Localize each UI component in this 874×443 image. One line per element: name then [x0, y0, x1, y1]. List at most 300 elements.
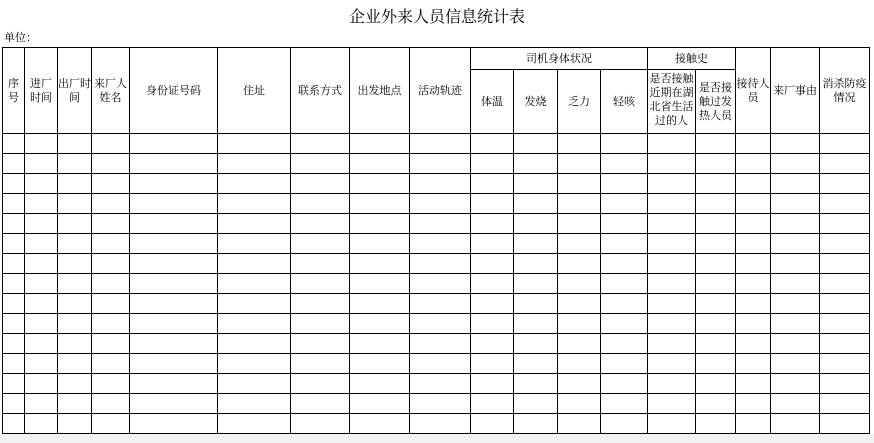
table-cell[interactable] — [696, 234, 736, 254]
table-cell[interactable] — [3, 314, 25, 334]
table-cell[interactable] — [130, 334, 218, 354]
header-track[interactable]: 活动轨迹 — [410, 48, 471, 134]
table-cell[interactable] — [648, 274, 696, 294]
table-cell[interactable] — [291, 134, 350, 154]
table-cell[interactable] — [601, 334, 648, 354]
table-cell[interactable] — [558, 134, 601, 154]
table-cell[interactable] — [820, 194, 870, 214]
table-cell[interactable] — [218, 294, 291, 314]
table-cell[interactable] — [820, 374, 870, 394]
table-cell[interactable] — [25, 234, 58, 254]
table-cell[interactable] — [514, 154, 558, 174]
table-cell[interactable] — [92, 394, 130, 414]
table-cell[interactable] — [58, 294, 92, 314]
header-contact[interactable]: 联系方式 — [291, 48, 350, 134]
table-cell[interactable] — [410, 294, 471, 314]
table-cell[interactable] — [92, 294, 130, 314]
table-cell[interactable] — [648, 394, 696, 414]
table-cell[interactable] — [218, 134, 291, 154]
table-cell[interactable] — [601, 234, 648, 254]
table-cell[interactable] — [25, 374, 58, 394]
table-cell[interactable] — [58, 274, 92, 294]
table-cell[interactable] — [130, 214, 218, 234]
table-cell[interactable] — [350, 334, 410, 354]
table-cell[interactable] — [291, 374, 350, 394]
table-cell[interactable] — [3, 134, 25, 154]
table-cell[interactable] — [471, 194, 514, 214]
table-cell[interactable] — [558, 254, 601, 274]
table-cell[interactable] — [92, 274, 130, 294]
table-cell[interactable] — [601, 194, 648, 214]
table-cell[interactable] — [350, 254, 410, 274]
table-cell[interactable] — [25, 194, 58, 214]
table-cell[interactable] — [291, 274, 350, 294]
table-cell[interactable] — [3, 254, 25, 274]
table-cell[interactable] — [648, 314, 696, 334]
table-cell[interactable] — [3, 374, 25, 394]
table-cell[interactable] — [350, 354, 410, 374]
table-cell[interactable] — [3, 394, 25, 414]
table-cell[interactable] — [736, 254, 771, 274]
table-cell[interactable] — [471, 134, 514, 154]
table-cell[interactable] — [696, 314, 736, 334]
table-cell[interactable] — [25, 214, 58, 234]
table-cell[interactable] — [736, 334, 771, 354]
table-cell[interactable] — [696, 194, 736, 214]
table-cell[interactable] — [92, 134, 130, 154]
table-cell[interactable] — [25, 174, 58, 194]
table-cell[interactable] — [3, 194, 25, 214]
table-cell[interactable] — [558, 154, 601, 174]
table-cell[interactable] — [820, 354, 870, 374]
table-cell[interactable] — [514, 274, 558, 294]
table-cell[interactable] — [514, 254, 558, 274]
table-cell[interactable] — [25, 254, 58, 274]
table-cell[interactable] — [3, 154, 25, 174]
table-cell[interactable] — [130, 254, 218, 274]
table-cell[interactable] — [3, 414, 25, 434]
table-cell[interactable] — [696, 154, 736, 174]
table-cell[interactable] — [471, 174, 514, 194]
table-cell[interactable] — [410, 374, 471, 394]
table-cell[interactable] — [736, 194, 771, 214]
table-cell[interactable] — [58, 354, 92, 374]
table-cell[interactable] — [648, 214, 696, 234]
table-cell[interactable] — [558, 354, 601, 374]
table-cell[interactable] — [291, 194, 350, 214]
table-cell[interactable] — [771, 154, 820, 174]
table-cell[interactable] — [771, 174, 820, 194]
table-cell[interactable] — [771, 134, 820, 154]
table-cell[interactable] — [558, 414, 601, 434]
table-cell[interactable] — [130, 174, 218, 194]
table-cell[interactable] — [736, 314, 771, 334]
table-cell[interactable] — [820, 334, 870, 354]
table-cell[interactable] — [601, 174, 648, 194]
table-cell[interactable] — [601, 154, 648, 174]
table-cell[interactable] — [291, 294, 350, 314]
table-cell[interactable] — [648, 294, 696, 314]
table-cell[interactable] — [648, 194, 696, 214]
table-cell[interactable] — [471, 314, 514, 334]
table-cell[interactable] — [3, 354, 25, 374]
table-cell[interactable] — [601, 354, 648, 374]
table-cell[interactable] — [410, 154, 471, 174]
table-cell[interactable] — [350, 314, 410, 334]
header-receiver[interactable]: 接待人员 — [736, 48, 771, 134]
table-cell[interactable] — [601, 414, 648, 434]
table-cell[interactable] — [736, 394, 771, 414]
table-cell[interactable] — [771, 214, 820, 234]
table-cell[interactable] — [648, 154, 696, 174]
table-cell[interactable] — [350, 174, 410, 194]
table-cell[interactable] — [771, 414, 820, 434]
table-cell[interactable] — [218, 334, 291, 354]
table-cell[interactable] — [696, 354, 736, 374]
table-cell[interactable] — [736, 274, 771, 294]
table-cell[interactable] — [820, 314, 870, 334]
table-cell[interactable] — [471, 394, 514, 414]
table-cell[interactable] — [736, 134, 771, 154]
table-cell[interactable] — [92, 334, 130, 354]
table-cell[interactable] — [25, 154, 58, 174]
table-cell[interactable] — [514, 134, 558, 154]
table-cell[interactable] — [558, 274, 601, 294]
table-cell[interactable] — [92, 414, 130, 434]
header-fever[interactable]: 发烧 — [514, 70, 558, 134]
table-cell[interactable] — [291, 154, 350, 174]
header-contact-history[interactable]: 接触史 — [648, 48, 736, 70]
table-cell[interactable] — [514, 294, 558, 314]
table-cell[interactable] — [601, 254, 648, 274]
header-exit-time[interactable]: 出厂时间 — [58, 48, 92, 134]
table-cell[interactable] — [820, 154, 870, 174]
table-cell[interactable] — [514, 414, 558, 434]
table-cell[interactable] — [471, 274, 514, 294]
table-cell[interactable] — [58, 314, 92, 334]
table-cell[interactable] — [696, 174, 736, 194]
table-cell[interactable] — [471, 294, 514, 314]
header-fever-contact[interactable]: 是否接触过发热人员 — [696, 70, 736, 134]
table-cell[interactable] — [696, 134, 736, 154]
table-cell[interactable] — [350, 234, 410, 254]
table-cell[interactable] — [130, 154, 218, 174]
table-cell[interactable] — [291, 314, 350, 334]
table-cell[interactable] — [558, 194, 601, 214]
table-cell[interactable] — [218, 274, 291, 294]
table-cell[interactable] — [58, 174, 92, 194]
table-cell[interactable] — [601, 214, 648, 234]
table-cell[interactable] — [820, 234, 870, 254]
table-cell[interactable] — [648, 334, 696, 354]
table-cell[interactable] — [514, 194, 558, 214]
table-cell[interactable] — [218, 314, 291, 334]
table-cell[interactable] — [218, 394, 291, 414]
table-cell[interactable] — [648, 374, 696, 394]
table-cell[interactable] — [601, 374, 648, 394]
table-cell[interactable] — [25, 334, 58, 354]
table-cell[interactable] — [558, 214, 601, 234]
table-cell[interactable] — [58, 394, 92, 414]
table-cell[interactable] — [130, 274, 218, 294]
table-cell[interactable] — [92, 374, 130, 394]
table-cell[interactable] — [92, 154, 130, 174]
table-cell[interactable] — [471, 154, 514, 174]
table-cell[interactable] — [514, 174, 558, 194]
table-cell[interactable] — [3, 234, 25, 254]
table-cell[interactable] — [471, 354, 514, 374]
table-cell[interactable] — [736, 374, 771, 394]
table-cell[interactable] — [696, 274, 736, 294]
table-cell[interactable] — [410, 134, 471, 154]
table-cell[interactable] — [410, 174, 471, 194]
table-cell[interactable] — [771, 354, 820, 374]
table-cell[interactable] — [558, 314, 601, 334]
table-cell[interactable] — [648, 414, 696, 434]
table-cell[interactable] — [218, 214, 291, 234]
table-cell[interactable] — [218, 154, 291, 174]
table-cell[interactable] — [410, 254, 471, 274]
table-cell[interactable] — [291, 394, 350, 414]
table-cell[interactable] — [771, 334, 820, 354]
header-temperature[interactable]: 体温 — [471, 70, 514, 134]
table-row — [3, 194, 870, 214]
table-cell[interactable] — [771, 374, 820, 394]
table-cell[interactable] — [820, 414, 870, 434]
table-cell[interactable] — [696, 394, 736, 414]
table-cell[interactable] — [471, 414, 514, 434]
table-cell[interactable] — [558, 294, 601, 314]
table-cell[interactable] — [92, 174, 130, 194]
header-departure[interactable]: 出发地点 — [350, 48, 410, 134]
table-cell[interactable] — [771, 394, 820, 414]
table-row — [3, 154, 870, 174]
table-cell[interactable] — [820, 294, 870, 314]
table-cell[interactable] — [3, 294, 25, 314]
table-cell[interactable] — [291, 174, 350, 194]
table-cell[interactable] — [92, 234, 130, 254]
table-row — [3, 234, 870, 254]
table-cell[interactable] — [58, 234, 92, 254]
table-cell[interactable] — [820, 274, 870, 294]
table-cell[interactable] — [130, 354, 218, 374]
table-cell[interactable] — [58, 374, 92, 394]
table-cell[interactable] — [218, 194, 291, 214]
table-cell[interactable] — [514, 354, 558, 374]
table-cell[interactable] — [58, 214, 92, 234]
table-cell[interactable] — [350, 414, 410, 434]
table-cell[interactable] — [736, 154, 771, 174]
header-seq[interactable]: 序号 — [3, 48, 25, 134]
header-disinfection[interactable]: 消杀防疫情况 — [820, 48, 870, 134]
table-cell[interactable] — [25, 414, 58, 434]
table-cell[interactable] — [601, 314, 648, 334]
table-cell[interactable] — [25, 354, 58, 374]
header-driver-health[interactable]: 司机身体状况 — [471, 48, 648, 70]
table-cell[interactable] — [648, 354, 696, 374]
table-cell[interactable] — [771, 194, 820, 214]
table-cell[interactable] — [218, 254, 291, 274]
table-cell[interactable] — [130, 194, 218, 214]
table-cell[interactable] — [218, 414, 291, 434]
table-cell[interactable] — [601, 294, 648, 314]
table-cell[interactable] — [92, 354, 130, 374]
table-cell[interactable] — [736, 174, 771, 194]
table-cell[interactable] — [350, 154, 410, 174]
table-cell[interactable] — [736, 214, 771, 234]
table-cell[interactable] — [648, 134, 696, 154]
table-cell[interactable] — [696, 294, 736, 314]
table-cell[interactable] — [291, 414, 350, 434]
table-row — [3, 294, 870, 314]
table-cell[interactable] — [25, 314, 58, 334]
table-cell[interactable] — [92, 314, 130, 334]
table-cell[interactable] — [601, 134, 648, 154]
table-cell[interactable] — [514, 334, 558, 354]
table-cell[interactable] — [92, 194, 130, 214]
table-cell[interactable] — [58, 414, 92, 434]
table-cell[interactable] — [696, 374, 736, 394]
table-cell[interactable] — [218, 354, 291, 374]
header-fatigue[interactable]: 乏力 — [558, 70, 601, 134]
table-cell[interactable] — [558, 394, 601, 414]
table-cell[interactable] — [3, 334, 25, 354]
header-hubei-contact-cell[interactable] — [648, 70, 696, 134]
table-cell[interactable] — [601, 394, 648, 414]
table-cell[interactable] — [218, 234, 291, 254]
table-cell[interactable] — [350, 294, 410, 314]
table-cell[interactable] — [218, 374, 291, 394]
table-cell[interactable] — [25, 274, 58, 294]
table-cell[interactable] — [820, 254, 870, 274]
table-cell[interactable] — [410, 214, 471, 234]
table-cell[interactable] — [25, 134, 58, 154]
table-cell[interactable] — [350, 134, 410, 154]
table-cell[interactable] — [218, 174, 291, 194]
table-cell[interactable] — [410, 414, 471, 434]
table-cell[interactable] — [291, 234, 350, 254]
header-address[interactable]: 住址 — [218, 48, 291, 134]
header-visitor-name[interactable]: 来厂人姓名 — [92, 48, 130, 134]
table-cell[interactable] — [92, 214, 130, 234]
table-cell[interactable] — [471, 334, 514, 354]
header-id-number[interactable]: 身份证号码 — [130, 48, 218, 134]
table-cell[interactable] — [696, 334, 736, 354]
table-cell[interactable] — [558, 174, 601, 194]
table-cell[interactable] — [771, 294, 820, 314]
table-cell[interactable] — [25, 394, 58, 414]
table-row — [3, 394, 870, 414]
table-cell[interactable] — [92, 254, 130, 274]
table-cell[interactable] — [820, 214, 870, 234]
table-cell[interactable] — [771, 314, 820, 334]
table-cell[interactable] — [291, 354, 350, 374]
table-cell[interactable] — [736, 414, 771, 434]
table-cell[interactable] — [410, 354, 471, 374]
table-cell[interactable] — [130, 394, 218, 414]
table-cell[interactable] — [130, 134, 218, 154]
table-cell[interactable] — [471, 234, 514, 254]
table-cell[interactable] — [291, 214, 350, 234]
table-cell[interactable] — [558, 334, 601, 354]
table-cell[interactable] — [58, 334, 92, 354]
table-cell[interactable] — [648, 174, 696, 194]
table-cell[interactable] — [736, 234, 771, 254]
table-cell[interactable] — [130, 294, 218, 314]
table-cell[interactable] — [410, 394, 471, 414]
table-cell[interactable] — [130, 374, 218, 394]
table-cell[interactable] — [514, 234, 558, 254]
table-cell[interactable] — [820, 394, 870, 414]
table-cell[interactable] — [350, 274, 410, 294]
table-cell[interactable] — [471, 214, 514, 234]
table-cell[interactable] — [350, 214, 410, 234]
table-row — [3, 414, 870, 434]
table-cell[interactable] — [771, 254, 820, 274]
table-cell[interactable] — [514, 394, 558, 414]
header-purpose[interactable]: 来厂事由 — [771, 48, 820, 134]
table-cell[interactable] — [410, 194, 471, 214]
table-cell[interactable] — [820, 174, 870, 194]
table-cell[interactable] — [58, 194, 92, 214]
table-body — [3, 134, 870, 434]
table-cell[interactable] — [696, 414, 736, 434]
table-cell[interactable] — [514, 374, 558, 394]
table-cell[interactable] — [601, 274, 648, 294]
table-cell[interactable] — [410, 274, 471, 294]
table-cell[interactable] — [410, 334, 471, 354]
header-cough[interactable]: 轻咳 — [601, 70, 648, 134]
table-cell[interactable] — [471, 374, 514, 394]
table-cell[interactable] — [471, 254, 514, 274]
table-cell[interactable] — [58, 154, 92, 174]
table-cell[interactable] — [130, 414, 218, 434]
table-cell[interactable] — [771, 274, 820, 294]
table-cell[interactable] — [58, 134, 92, 154]
table-cell[interactable] — [771, 234, 820, 254]
table-cell[interactable] — [558, 234, 601, 254]
table-cell[interactable] — [350, 374, 410, 394]
table-cell[interactable] — [736, 354, 771, 374]
table-cell[interactable] — [696, 254, 736, 274]
table-row — [3, 134, 870, 154]
table-cell[interactable] — [648, 254, 696, 274]
table-cell[interactable] — [130, 234, 218, 254]
table-cell[interactable] — [130, 314, 218, 334]
table-cell[interactable] — [514, 314, 558, 334]
table-cell[interactable] — [58, 254, 92, 274]
table-cell[interactable] — [3, 174, 25, 194]
table-cell[interactable] — [410, 314, 471, 334]
table-cell[interactable] — [25, 294, 58, 314]
table-cell[interactable] — [558, 374, 601, 394]
table-cell[interactable] — [291, 254, 350, 274]
table-cell[interactable] — [3, 214, 25, 234]
table-cell[interactable] — [350, 194, 410, 214]
table-cell[interactable] — [696, 214, 736, 234]
table-cell[interactable] — [3, 274, 25, 294]
table-cell[interactable] — [410, 234, 471, 254]
table-cell[interactable] — [350, 394, 410, 414]
sheet-bottom-edge — [0, 434, 874, 443]
header-entry-time[interactable]: 进厂时间 — [25, 48, 58, 134]
table-row — [3, 354, 870, 374]
table-cell[interactable] — [291, 334, 350, 354]
table-cell[interactable] — [514, 214, 558, 234]
table-cell[interactable] — [736, 294, 771, 314]
table-cell[interactable] — [648, 234, 696, 254]
table-cell[interactable] — [820, 134, 870, 154]
